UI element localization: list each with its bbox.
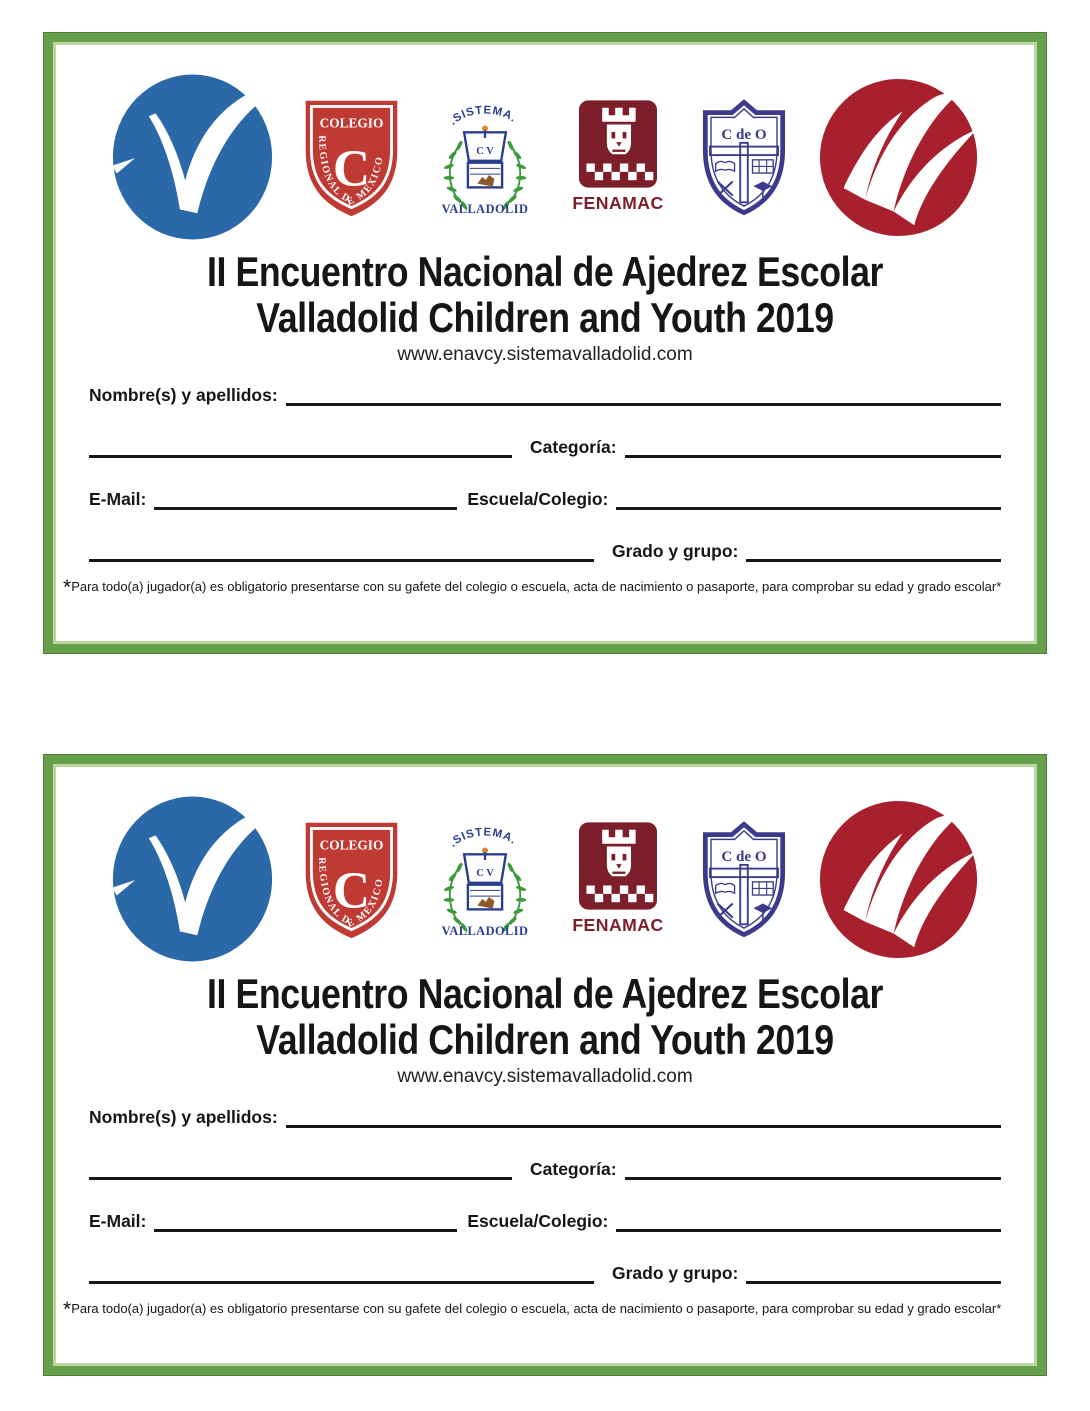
grade-field-line	[746, 1278, 1001, 1284]
sistema-cv-valladolid-logo	[428, 816, 542, 942]
footnote-text: Para todo(a) jugador(a) es obligatorio presentarse con su gafete del colegio o escuela, acta de nacimiento o pasaporte, para comprobar su edad y grado escolar*	[71, 579, 1002, 595]
event-title-line1: II Encuentro Nacional de Ajedrez Escolar	[206, 970, 884, 1017]
c-de-o-logo	[694, 818, 794, 940]
email-label: E-Mail:	[89, 489, 147, 510]
event-title	[127, 249, 963, 341]
m-logo	[818, 798, 981, 961]
registration-card	[44, 33, 1046, 653]
category-field-row	[89, 406, 1001, 458]
school-continuation-line	[89, 1278, 594, 1284]
fenamac-logo	[566, 818, 670, 940]
name-continuation-line	[89, 1174, 512, 1180]
m-logo	[818, 76, 981, 239]
email-label: E-Mail:	[89, 1211, 147, 1232]
footnote-asterisk: *	[63, 576, 72, 600]
sistema-cv-valladolid-logo	[428, 94, 542, 220]
registration-card	[44, 755, 1046, 1375]
valladolid-v-logo	[110, 795, 275, 963]
c-de-o-logo	[694, 96, 794, 218]
category-label: Categoría:	[530, 437, 617, 458]
colegio-regional-de-mexico-logo	[299, 95, 404, 219]
grade-field-line	[746, 556, 1001, 562]
school-continuation-line	[89, 556, 594, 562]
footnote	[53, 1298, 1037, 1322]
email-field-line	[154, 504, 457, 510]
event-title-line2: Valladolid Children and Youth 2019	[256, 1016, 834, 1064]
registration-form	[53, 1076, 1037, 1284]
category-field-line	[625, 1174, 1001, 1180]
registration-form	[53, 354, 1037, 562]
name-label: Nombre(s) y apellidos:	[89, 385, 278, 406]
email-school-field-row	[89, 458, 1001, 510]
logos-row	[53, 793, 1037, 965]
category-field-row	[89, 1128, 1001, 1180]
school-label: Escuela/Colegio:	[467, 1211, 609, 1232]
name-label: Nombre(s) y apellidos:	[89, 1107, 278, 1128]
footnote	[53, 576, 1037, 600]
email-school-field-row	[89, 1180, 1001, 1232]
school-label: Escuela/Colegio:	[467, 489, 609, 510]
event-website: www.enavcy.sistemavalladolid.com	[397, 344, 693, 366]
school-field-line	[616, 504, 1001, 510]
event-title	[127, 971, 963, 1063]
fenamac-logo	[566, 96, 670, 218]
grade-label: Grado y grupo:	[612, 1263, 739, 1284]
event-website: www.enavcy.sistemavalladolid.com	[397, 1066, 693, 1088]
footnote-asterisk: *	[63, 1298, 72, 1322]
event-title-line2: Valladolid Children and Youth 2019	[256, 294, 834, 342]
name-field-line	[286, 400, 1001, 406]
grade-field-row	[89, 1232, 1001, 1284]
event-title-line1: II Encuentro Nacional de Ajedrez Escolar	[206, 248, 884, 295]
category-label: Categoría:	[530, 1159, 617, 1180]
colegio-regional-de-mexico-logo	[299, 817, 404, 941]
logos-row	[53, 71, 1037, 243]
name-continuation-line	[89, 452, 512, 458]
grade-field-row	[89, 510, 1001, 562]
grade-label: Grado y grupo:	[612, 541, 739, 562]
school-field-line	[616, 1226, 1001, 1232]
footnote-text: Para todo(a) jugador(a) es obligatorio presentarse con su gafete del colegio o escuela, acta de nacimiento o pasaporte, para comprobar su edad y grado escolar*	[71, 1301, 1002, 1317]
email-field-line	[154, 1226, 457, 1232]
name-field-line	[286, 1122, 1001, 1128]
category-field-line	[625, 452, 1001, 458]
valladolid-v-logo	[110, 73, 275, 241]
